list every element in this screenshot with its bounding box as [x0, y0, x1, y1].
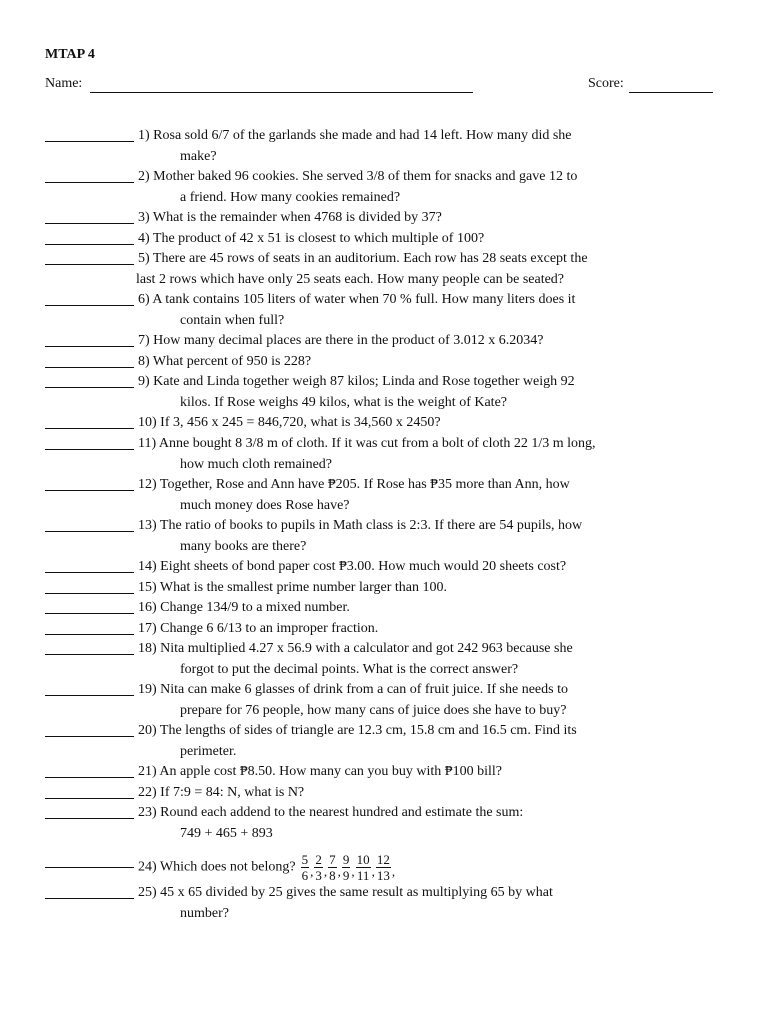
fraction: [301, 853, 310, 882]
fraction-numerator: 12: [376, 851, 390, 867]
score-blank-line: [629, 92, 713, 93]
question-text-label: 24) Which does not belong?: [138, 859, 296, 875]
question-text-continued: much money does Rose have?: [180, 497, 350, 513]
question-text: 5) There are 45 rows of seats in an auditorium. Each row has 28 seats except the: [138, 251, 588, 266]
answer-blank: [45, 736, 134, 737]
question-text-continued: last 2 rows which have only 25 seats each. How many people can be seated?: [136, 271, 565, 287]
name-label: Name:: [45, 76, 83, 91]
fraction: [328, 853, 337, 882]
question-text: 19) Nita can make 6 glasses of drink from a can of fruit juice. If she needs to: [138, 682, 568, 697]
fraction-denominator: 8: [329, 867, 336, 883]
fraction-numerator: 9: [342, 851, 350, 867]
question-text: 3) What is the remainder when 4768 is divided by 37?: [138, 210, 442, 225]
fraction: [314, 853, 323, 882]
answer-blank: [45, 613, 134, 614]
question-text: 4) The product of 42 x 51 is closest to which multiple of 100?: [138, 231, 485, 246]
fraction-denominator: 9: [342, 867, 350, 883]
worksheet-title: MTAP 4: [45, 47, 95, 62]
question-text: 16) Change 134/9 to a mixed number.: [138, 600, 350, 615]
answer-blank: [45, 305, 134, 306]
answer-blank: [45, 531, 134, 532]
answer-blank: [45, 141, 134, 142]
fraction-denominator: 13: [376, 867, 390, 883]
answer-blank: [45, 654, 134, 655]
question-text-continued: perimeter.: [180, 743, 237, 759]
answer-blank: [45, 898, 134, 899]
answer-blank: [45, 387, 134, 388]
answer-blank: [45, 593, 134, 594]
question-text: [138, 852, 395, 883]
answer-blank: [45, 449, 134, 450]
question-text: 11) Anne bought 8 3/8 m of cloth. If it was cut from a bolt of cloth 22 1/3 m long,: [138, 436, 596, 451]
question-text: 9) Kate and Linda together weigh 87 kilos; Linda and Rose together weigh 92: [138, 374, 575, 389]
name-blank-line: [90, 92, 473, 93]
answer-blank: [45, 182, 134, 183]
question-text: 25) 45 x 65 divided by 25 gives the same result as multiplying 65 by what: [138, 885, 553, 900]
question-text: 23) Round each addend to the nearest hundred and estimate the sum:: [138, 805, 524, 820]
question-text: 21) An apple cost ₱8.50. How many can you buy with ₱100 bill?: [138, 764, 502, 779]
fraction-denominator: 3: [315, 867, 322, 883]
question-text: 15) What is the smallest prime number larger than 100.: [138, 580, 447, 595]
fraction-denominator: 11: [356, 867, 370, 883]
question-text: 8) What percent of 950 is 228?: [138, 354, 312, 369]
fraction-choices: $\frac{5}{6}$ , $\frac{2}{3}$ , $\frac{7}{8}$ , $\frac{9}{9}$ , $\frac{10}{11}$ , $\frac{12}{13}$ ,: [301, 851, 396, 883]
answer-blank: [45, 244, 134, 245]
question-text-continued: many books are there?: [180, 538, 307, 554]
answer-blank: [45, 867, 134, 868]
fraction-numerator: 5: [301, 851, 309, 867]
fraction: [356, 853, 371, 882]
question-text: 17) Change 6 6/13 to an improper fraction.: [138, 621, 379, 636]
question-text-continued: 749 + 465 + 893: [180, 825, 273, 841]
answer-blank: [45, 223, 134, 224]
answer-blank: [45, 428, 134, 429]
fraction: [342, 853, 351, 882]
answer-blank: [45, 367, 134, 368]
fraction-numerator: 7: [329, 851, 336, 867]
question-text: 20) The lengths of sides of triangle are 12.3 cm, 15.8 cm and 16.5 cm. Find its: [138, 723, 577, 738]
question-text: 22) If 7:9 = 84: N, what is N?: [138, 785, 305, 800]
question-text: 14) Eight sheets of bond paper cost ₱3.00. How much would 20 sheets cost?: [138, 559, 567, 574]
fraction-denominator: 6: [301, 867, 309, 883]
question-text-continued: contain when full?: [180, 312, 285, 328]
fraction: [376, 853, 391, 882]
question-text-continued: kilos. If Rose weighs 49 kilos, what is the weight of Kate?: [180, 394, 508, 410]
fraction-numerator: 10: [356, 851, 370, 867]
question-text: 12) Together, Rose and Ann have ₱205. If Rose has ₱35 more than Ann, how: [138, 477, 570, 492]
question-text-continued: number?: [180, 905, 229, 921]
answer-blank: [45, 634, 134, 635]
question-text-continued: prepare for 76 people, how many cans of juice does she have to buy?: [180, 702, 567, 718]
question-text-continued: how much cloth remained?: [180, 456, 333, 472]
answer-blank: [45, 777, 134, 778]
question-text: 13) The ratio of books to pupils in Math class is 2:3. If there are 54 pupils, how: [138, 518, 583, 533]
question-text: 10) If 3, 456 x 245 = 846,720, what is 34,560 x 2450?: [138, 415, 441, 430]
question-text-continued: forgot to put the decimal points. What is the correct answer?: [180, 661, 519, 677]
question-text: 2) Mother baked 96 cookies. She served 3/8 of them for snacks and gave 12 to: [138, 169, 578, 184]
fraction-numerator: 2: [315, 851, 322, 867]
question-text-continued: make?: [180, 148, 217, 164]
answer-blank: [45, 264, 134, 265]
question-text: 6) A tank contains 105 liters of water when 70 % full. How many liters does it: [138, 292, 576, 307]
question-text: 18) Nita multiplied 4.27 x 56.9 with a calculator and got 242 963 because she: [138, 641, 573, 656]
answer-blank: [45, 818, 134, 819]
question-text: 1) Rosa sold 6/7 of the garlands she made and had 14 left. How many did she: [138, 128, 572, 143]
answer-blank: [45, 490, 134, 491]
question-text: 7) How many decimal places are there in the product of 3.012 x 6.2034?: [138, 333, 544, 348]
answer-blank: [45, 695, 134, 696]
score-label: Score:: [588, 76, 624, 91]
answer-blank: [45, 346, 134, 347]
answer-blank: [45, 572, 134, 573]
answer-blank: [45, 798, 134, 799]
question-text-continued: a friend. How many cookies remained?: [180, 189, 401, 205]
